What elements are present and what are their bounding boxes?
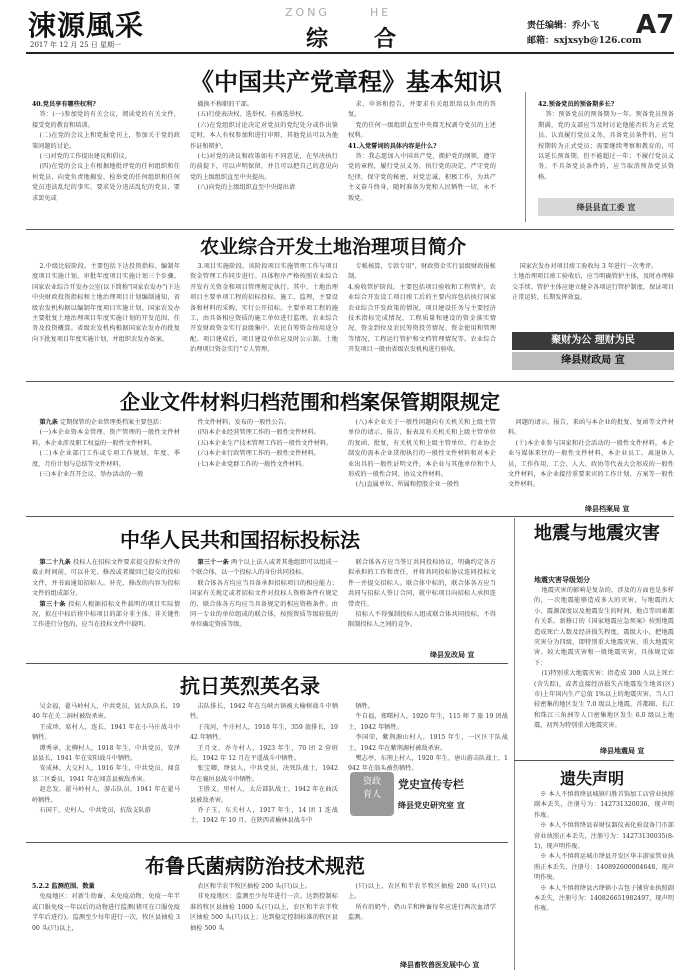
article2-col1: 2.中级比较阶段。主要包括下达投资指标、编制年度项目实施计划、审批年度项目实施计划三个步骤。国家农业综合开发办公室(以下简称"国家农发办")下达中央财政投资指标和土地治理项目计划编制通知，省级农发机构据以编制年度项目实施计划。国家农发办主要批复土地治理项目年度实施计划的开发范围、任务及投资概算。省级农发机构根据国家农发办的批复向下批复项目年度实施计划，并组织农发办备案。 <box>32 263 180 343</box>
article8-col3 <box>348 882 496 942</box>
article3-paragraph: (二)本企业部门工作或专项工作规划、年度、季度、月份计划与总结等文件材料。 <box>32 450 180 468</box>
article8-title: 布鲁氏菌病防治技术规范 <box>145 854 365 878</box>
article6-paragraph: 于茂河，牛庄村人，1918 年生，359 旅排长，1942 年牺牲。 <box>190 723 338 742</box>
article6-paragraph: 张宝卿，绛县人，中共党员，决死队战士，1942 年在襄垣县战斗中牺牲。 <box>190 765 338 783</box>
article3-paragraph: (六)本企业行政管理工作的一般性文件材料。 <box>197 450 320 458</box>
article3-paragraph: 问题的请示、报告，来函与本企业的批复、复函等文件材料。 <box>508 419 674 437</box>
rule-4 <box>26 663 508 664</box>
article1-paragraph: 撤换不称职的干部。 <box>197 101 254 108</box>
article3-paragraph: (九)直属单位、所属和控股企业一般性 <box>355 481 460 489</box>
article3-col1 <box>32 418 180 514</box>
article1-paragraph: 求、申诉和控告，并要求有关组织给以负责的答复。 <box>348 101 496 119</box>
article1-col1 <box>32 100 180 228</box>
section-pinyin-left: ZONG <box>285 6 330 19</box>
article1-divider <box>525 92 526 222</box>
article6-col2 <box>190 702 338 838</box>
article2-col2: 3.项目实施阶段。该阶段项目实施管理工作与项目资金管理工作同步进行。具体程序严格按照农业综合开发有关资金和项目管理规定执行。其中，土地治理项目主要单项工程的招标投标、施工、监理，主要设备和材料的采购，实行公开招标。主要单项工程的施工，由具备相应资质的施工单位进行监理。农业综合开发财政资金实行县级集中、农民自筹资金按用途分配。项目建成后，项目建设单位应及时公示制。土地治理项目资金实行"专人管理、 <box>190 263 338 354</box>
article6-paragraph: 牛自福，郑曙村人，1920 年生，115 师 7 旅 19 团战士，1942 年牺牲。 <box>348 713 508 731</box>
party-history-banner-title: 党史宣传专栏 <box>398 778 464 791</box>
article5-signature: 绛县地震局 宣 <box>600 746 645 755</box>
lost-notice-item: ※ 本人不慎将绛县古绛镇小吉包子铺营业执照副本丢失，注册号为：140826651982497，现声明作废。 <box>534 884 674 913</box>
party-history-badge-text: 资政育人 <box>362 777 381 800</box>
article4-paragraph: 联合体各方均应当具备承担招标项目的相应能力；国家有关规定或者招标文件对投标人资格条件有规定的，联合体各方均应当具备规定的相应资格条件。由同一专业的单位组成的联合体，按照资质等级较低的单位确定资质等级。 <box>190 579 338 629</box>
email-label: 邮箱：sxjxsyb@126.com <box>527 36 642 46</box>
article2-title: 农业综合开发土地治理项目简介 <box>200 236 467 258</box>
article1-paragraph: (四)在党的会议上有根据地批评党的任何组织和任何党员，向党负责地揭发、检举党的任何组织和任何党员违法乱纪的事实，要求处分违法乱纪的党员，要求罢免或 <box>32 163 180 202</box>
article3-signature: 绛县档案局 宣 <box>585 504 630 513</box>
article4-paragraph: 招标人不得强制投标人组成联合体共同投标，不得限制投标人之间的竞争。 <box>348 611 496 629</box>
article3-paragraph: (一)本企业资本金管理、资产管理的一般性文件材料，本企业涉及职工权益的一般性文件材料。 <box>32 429 180 447</box>
article1-paragraph: (五)行使表决权、选举权，有被选举权。 <box>197 111 308 119</box>
article4-col1 <box>32 558 180 648</box>
article1-paragraph: 40.党员享有哪些权利? <box>32 101 96 108</box>
lost-notice-item: ※ 本人不慎将绛县城镇归胜首饰加工店营业执照副本丢失，注册号为：142731320036，现声明作废。 <box>534 791 674 819</box>
article6-signature: 绛县党史研究室 宣 <box>398 800 465 810</box>
article3-col3 <box>348 418 496 514</box>
article4-paragraph: 联合体各方应当签订共同投标协议，明确约定各方拟承担的工作和责任，并将共同投标协议连同投标文件一并提交招标人。联合体中标的，联合体各方应当共同与招标人签订合同，就中标项目向招标人承担连带责任。 <box>348 559 496 608</box>
article1-col4 <box>538 100 674 200</box>
article3-paragraph: (十)本企业参与国家和社会活动的一般性文件材料，本企业与媒体来往的一般性文件材料，本企业员工、离退休人员，工作作用，工会、人大、政协等代表大会形成的一般性文件材料，本企业接待重要来宾的工作计划、方案等一般性文件材料。 <box>508 439 674 489</box>
rule-6 <box>26 842 508 843</box>
article5-paragraph: 地震灾害的影响是复杂的，涉及的方面也是多样的，一次地震能够造成多大的灾害，与地震的大小、震源深度以及地震发生的时间、地点等因素都有关系。新修订的《国家地震应急预案》按照地震造成死亡人数及经济损失程度，震级大小，把地震灾害分为四级，即特别重大地震灾害、重大地震灾害、较大地震灾害和一般地震灾害，具体规定如下： <box>534 587 674 667</box>
article5-body <box>534 586 674 744</box>
article8-paragraph: 5.2.2 监测范围、数量 <box>32 883 95 890</box>
article5-subtitle: 地震灾害导级划分 <box>534 575 590 584</box>
section-pinyin-right: HE <box>370 6 392 19</box>
article1-signature <box>538 198 674 216</box>
party-history-badge <box>350 772 394 816</box>
article6-paragraph: 王胜义，里村人，太岳部队战士，1942 年在曲沃县被敌杀害。 <box>190 786 338 804</box>
article4-paragraph: 第二十九条 投标人在招标文件要求提交投标文件的截止时间前，可以补充、修改或者撤回已提交的投标文件，并书面通知招标人。补充、修改的内容为投标文件的组成部分。 <box>32 559 180 598</box>
article5-title: 地震与地震灾害 <box>534 523 660 544</box>
article6-title: 抗日英烈英名录 <box>180 674 320 698</box>
article7-title: 遗失声明 <box>560 769 625 788</box>
article5-paragraph: (1)特别重大地震灾害：指造成 300 人以上死亡(含失踪)，或者直接经济损失占地震发生地省(区)市)上年国内生产总值 1%以上的地震灾害。当人口较密集的地区发生 7.0 级以上地震，首都圈、长江和珠江三角洲等人口密集地区发生 6.0 级以上地震，初判为特别重大地震灾害。 <box>534 670 674 730</box>
article8-col2 <box>190 882 338 968</box>
article6-paragraph: 王成珍，席村人，连长，1941 年在小马庄战斗中牺牲。 <box>32 723 180 742</box>
article4-title: 中华人民共和国招标投标法 <box>120 528 360 552</box>
article1-title: 《中国共产党章程》基本知识 <box>190 67 502 96</box>
article1-paragraph: 答：(一)参加党的有关会议，阅读党的有关文件，接受党的教育和培训。 <box>32 111 180 129</box>
article4-article-number: 第三十条 <box>39 600 66 608</box>
lost-notice-item: ※ 本人不慎将绛县春财仪器仪表化验设备门市部营业执照正本丢失，注册号为：14273130035(8-1)，现声明作废。 <box>534 822 674 851</box>
article1-paragraph: 42.预备党员的预备期多长? <box>538 101 615 108</box>
article1-paragraph: (八)向党的上级组织直至中央提出请 <box>197 184 296 192</box>
article3-paragraph: (三)本企业召开会议、举办活动的一般 <box>39 471 144 479</box>
article3-paragraph: 性文件材料，发布的一般性公告。 <box>197 419 291 426</box>
masthead-rule <box>26 52 674 54</box>
article4-paragraph: 第三十一条 两个以上法人或者其他组织可以组成一个联合体，以一个投标人的身份共同投标。 <box>190 559 338 577</box>
article3-col4 <box>508 418 674 502</box>
article6-paragraph: 吴金福，翟马岭村人，中共党员，县大队队长，1940 年在关二洞村被敌杀害。 <box>32 703 180 721</box>
article2-col3: 专帐核算，专款专用"，财政资金实行县级财政报帐制。 4.验收管护阶段。主要包括项目验收和工程管护。农业综合开发设工项目竣工后的主要内容包括执行国家农业综合开发政策的情况，项目建设任务与主要经济技术指标完成情况，工程质量和建设的资金落实情况、资金到位及农民筹资投劳情况、资金使用和管理等情况，工程运行管护和文档管理情况等。农业综合开发项目一般由省级农发机构进行验收。 <box>348 263 496 354</box>
article6-paragraph: 谭秀章，北柳村人，1918 年生，中共党员，安泽县县长，1941 年在安阳战斗中牺牲。 <box>32 744 180 763</box>
article8-col1 <box>32 882 180 968</box>
article8-paragraph: 免疫地区：对新生幼畜、未免疫动物、免疫一年半或口服免疫一年以后的动物进行监测(猪可在口服免疫半年后进行)。监测至少每年进行一次，牧区县抽检 300 头(只)以上， <box>32 893 180 932</box>
article1-paragraph: (二)在党的会议上和党报党刊上，参加关于党的政策问题的讨论。 <box>32 132 180 150</box>
page-number: A7 <box>636 10 675 40</box>
article6-paragraph: 击队排长，1942 年在乌峡古镇被大榆树战斗中牺牲。 <box>190 703 338 721</box>
article3-title: 企业文件材料归档范围和档案保管期限规定 <box>120 390 500 414</box>
article6-paragraph: 安成林，大交村人，1916 年生，中共党员，闻喜县二区委员，1941 年在闻喜县被敌杀害。 <box>32 765 180 783</box>
rule-3 <box>26 516 674 517</box>
article6-paragraph: 赵忠发，翟马岭村人，游击队员，1941 年在翟马岭牺牲。 <box>32 786 180 804</box>
article2-col4: 国家农发办对项目竣工验收每 3 年进行一次考评。 土地治理项目竣工验收后，应当明确管护主体，及时办理移交手续。管护主体应建立健全各项运行管护制度，保证项目正常运转，长期发挥效益。 <box>512 263 674 302</box>
article4-signature: 绛县发改局 宣 <box>430 650 475 659</box>
article8-signature: 绛县畜牧兽医发展中心 宣 <box>400 960 480 969</box>
article4-paragraph: 第三十条 投标人根据招标文件载明的项目实际情况，拟在中标后将中标项目的部分非主体、非关键性工作进行分包的，应当在投标文件中载明。 <box>32 600 181 629</box>
article6-paragraph: 石国干，史村人，中共党员，抗敌支队游 <box>39 807 151 815</box>
article8-paragraph: 农区和半农半牧区抽检 200 头(只)以上。 <box>197 883 311 890</box>
article4-col2 <box>190 558 338 648</box>
article1-col2 <box>190 100 338 228</box>
article8-paragraph: (只)以上，农区和半农半牧区抽检 200 头(只)以上。 <box>348 883 496 901</box>
editor-label: 责任编辑：乔小飞 <box>527 21 600 31</box>
article1-paragraph: 41.入党誓词的具体内容是什么? <box>348 142 437 150</box>
article1-paragraph: (六)在党组织讨论决定对党员的党纪处分或作出鉴定时，本人有权参加和进行申辩，其他党员可以为他作证和辩护。 <box>190 121 338 150</box>
date-line: 2017 年 12 月 25 日 星期一 <box>30 41 121 49</box>
rule-2 <box>26 381 674 382</box>
article7-items <box>534 790 674 970</box>
article3-paragraph: 第九条 定期保管的企业管理类档案主要包括： <box>39 419 166 426</box>
paper-logo: 涑源風采 <box>28 9 145 42</box>
article3-paragraph: (八)本企业关于一般性问题向有关机关和上级主管单位的请示、报告，报表及有关机关和上级主管单位的复函、批复，有关机关和上级主管单位、行业协会制发的需本企业贯彻执行的一般性文件材料和对本企业出具的一般性证明文件，本企业与其他单位和个人形成的一般性合同、协议文件材料。 <box>348 419 496 479</box>
article1-paragraph: 党的任何一级组织直至中央都无权剥夺党员的上述权利。 <box>348 121 496 140</box>
article3-article-number: 第九条 <box>39 419 58 426</box>
rule-1 <box>26 229 674 230</box>
article6-paragraph: 樊志亭，东荆上村人，1920 年生，唐山游击队战士，1942 年在翁头被伤牺牲。 <box>348 755 508 773</box>
article1-signature-text: 绛县县直工委 宣 <box>576 202 636 212</box>
lost-notice-item: ※ 本人不慎将运城市绛县开发区华丰游家管业执照正本丢失，注册号：140892600004648，现声明作废。 <box>534 853 674 882</box>
right-column-divider <box>514 518 515 970</box>
article2-signature: 绛县财政局 宣 <box>512 352 674 370</box>
article1-paragraph: (三)对党的工作提出建议和倡议。 <box>39 153 131 161</box>
article3-paragraph: (四)本企业经营管理工作的一般性文件材料。 <box>197 429 320 437</box>
article4-col3 <box>348 558 496 648</box>
article4-article-number: 第二十九条 <box>39 559 71 566</box>
article6-col3 <box>348 702 508 773</box>
article6-paragraph: 李国荣，紫荆源山村人，1915 年生，一区区干队战士，1942 年在紫荆源村被敌杀害。 <box>348 734 508 752</box>
article1-col3 <box>348 100 496 228</box>
article6-col1 <box>32 702 180 838</box>
article3-paragraph: (七)本企业党群工作的一般性文件材料。 <box>197 460 308 468</box>
article8-paragraph: 非免疫地区：监测至少每年进行一次。达到控制标准的牧区县抽检 1000 头(只)以上，农区和半农半牧区抽检 500 头(只)以上；达到稳定控制标准的牧区县抽检 500 头 <box>190 893 338 932</box>
article1-paragraph: 答：预备党员的预备期为一年。预备党员预备期满，党的支部应当及时讨论他能否转为正式党员。认真履行党员义务，具备党员条件的，应当按期转为正式党员；需要继续考察和教育的，可以延长预备期，但不能超过一年；不履行党员义务，不具备党员条件的，应当取消预备党员资格。 <box>538 111 674 181</box>
article1-paragraph: (七)对党的决议和政策如有不同意见，在坚决执行的前提下，可以声明保留，并且可以把自己的意见向党的上级组织直至中央提出。 <box>190 153 338 181</box>
article3-col2 <box>190 418 338 514</box>
article6-paragraph: 牺牲。 <box>355 703 374 710</box>
article2-banner: 聚财为公 理财为民 <box>512 332 674 350</box>
article1-paragraph: 答：我志愿加入中国共产党，拥护党的纲领，遵守党的章程，履行党员义务，执行党的决定，严守党的纪律，保守党的秘密，对党忠诚，积极工作，为共产主义奋斗终身，随时准备为党和人民牺牲一切，永不叛党。 <box>348 153 496 202</box>
article6-paragraph: 王月文，乔寺村人，1923 年生，70 团 2 营班长，1942 年 12 月在平遥战斗中牺牲。 <box>190 744 338 763</box>
rule-5 <box>514 760 674 761</box>
article4-article-number: 第三十一条 <box>197 559 229 566</box>
article3-paragraph: (五)本企业生产技术管理工作的一般性文件材料。 <box>197 439 333 447</box>
section-title: 综 合 <box>306 26 396 52</box>
article6-paragraph: 乔子玉，东关村人，1917 年生，14 团 1 连战士，1942 年 10 月，在陕西省榆林县战斗中 <box>190 807 338 825</box>
article8-paragraph: 所有的奶牛、奶山羊和种畜每年应进行两次血清学监测。 <box>348 903 496 922</box>
